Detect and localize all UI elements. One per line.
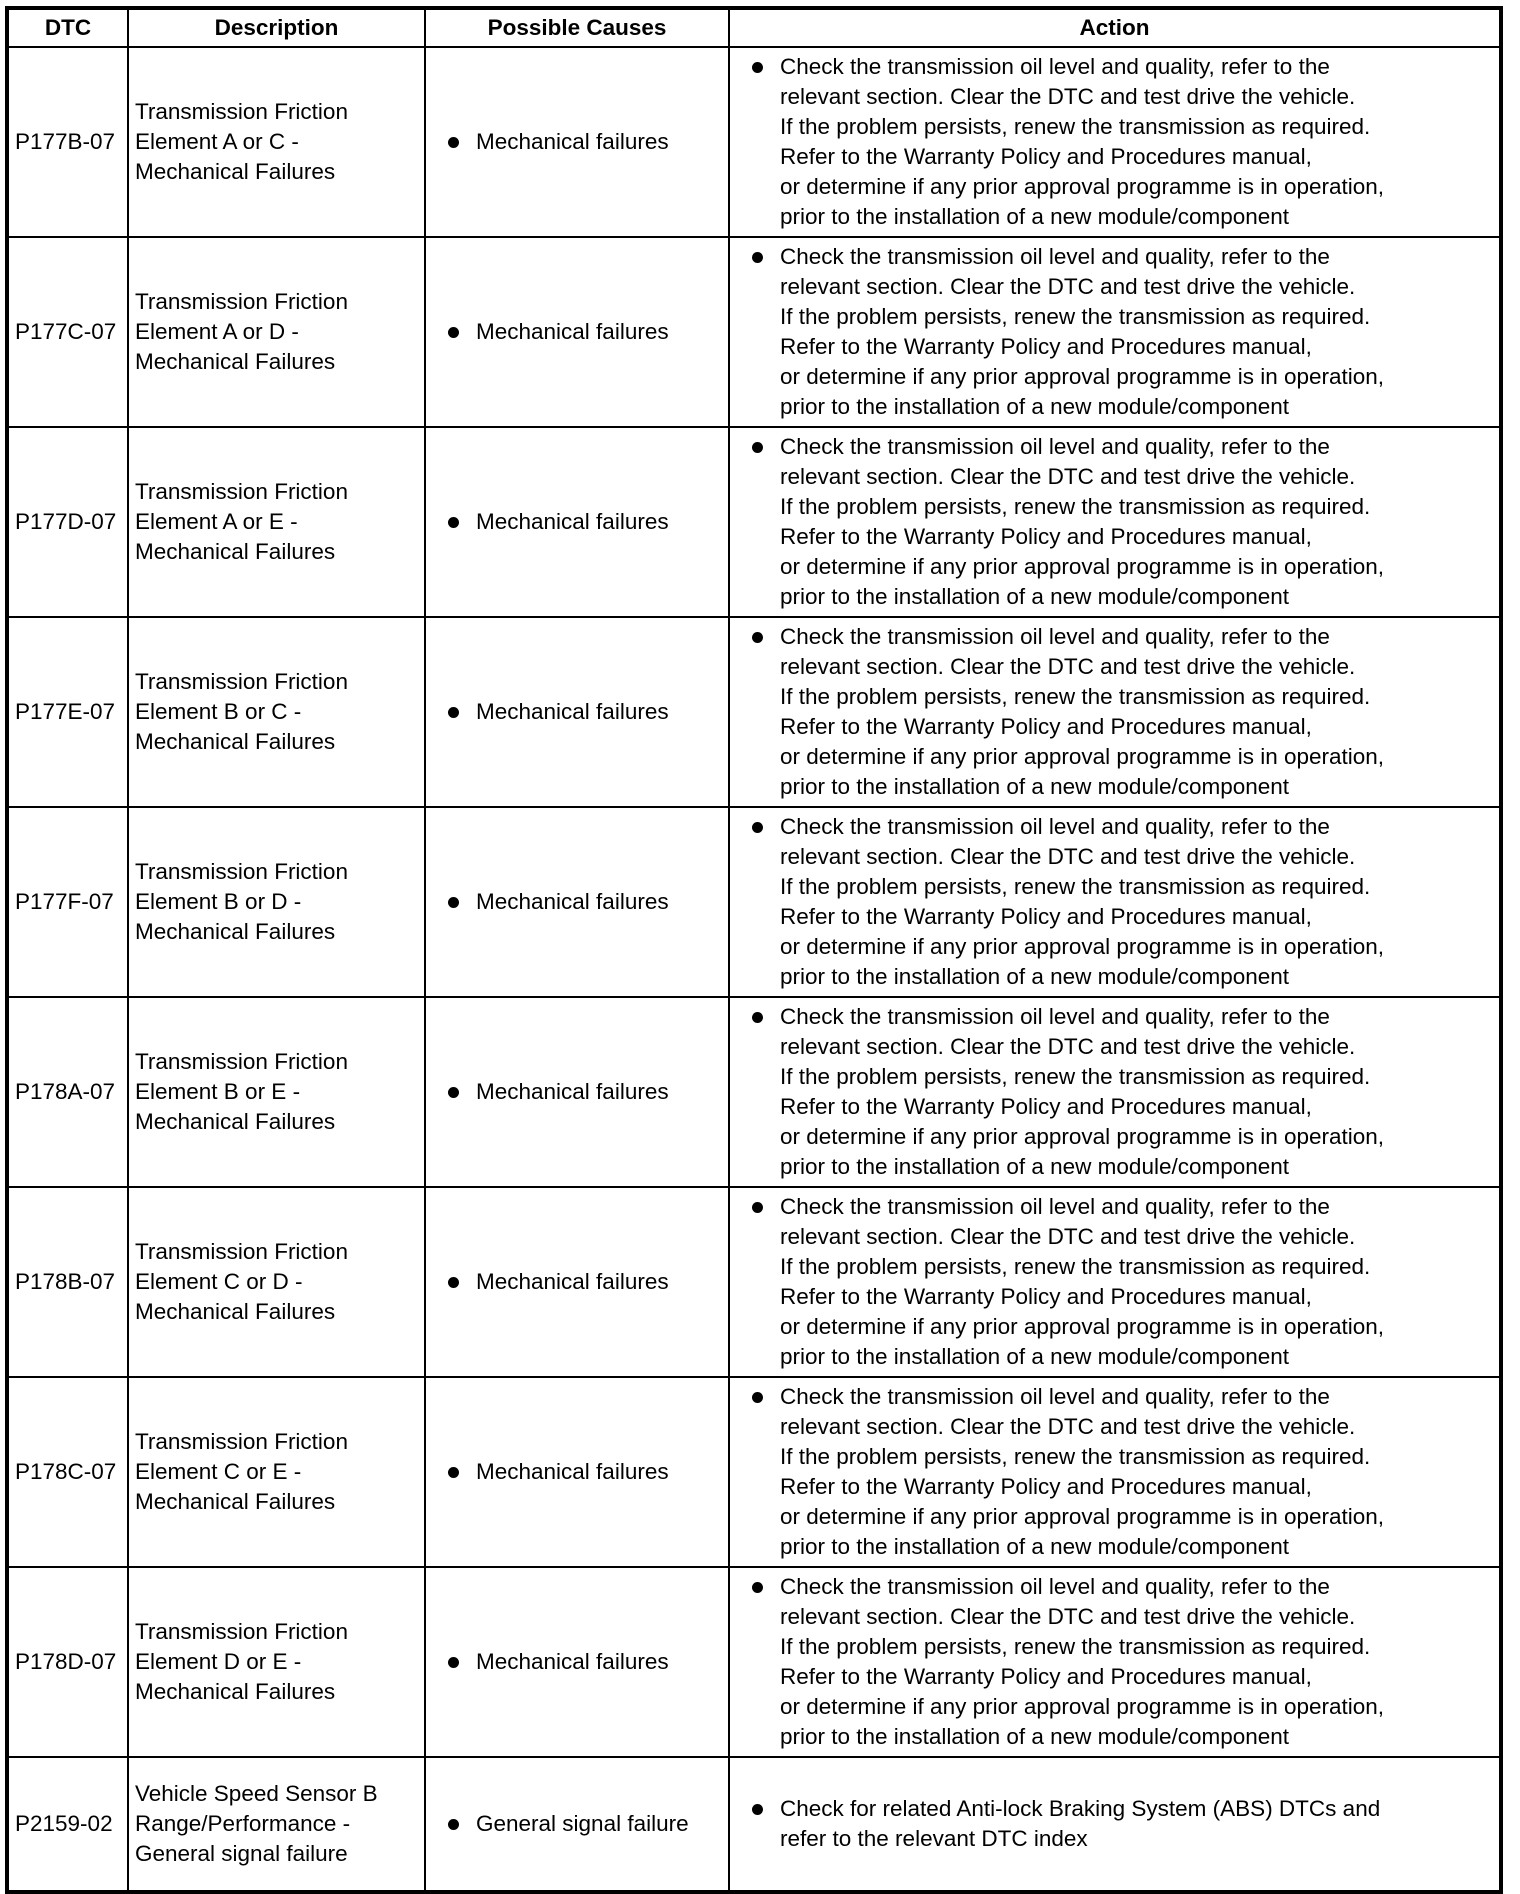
action-cell [729, 1187, 1501, 1377]
description-line: Transmission Friction [135, 1619, 348, 1644]
dtc-description [128, 1187, 425, 1377]
bullet-dot-icon [448, 517, 459, 528]
action-text [780, 1794, 1380, 1854]
bullet-dot-icon [752, 442, 763, 453]
possible-cause [425, 1757, 729, 1892]
action-text [780, 1382, 1384, 1562]
action-item [752, 1002, 1495, 1182]
description-line: Element A or E - [135, 509, 298, 534]
action-cell [729, 47, 1501, 237]
dtc-description [128, 1567, 425, 1757]
action-cell [729, 1757, 1501, 1892]
action-line: Refer to the Warranty Policy and Procedures manual, [780, 1094, 1312, 1119]
action-line: relevant section. Clear the DTC and test drive the vehicle. [780, 464, 1356, 489]
description-line: Transmission Friction [135, 99, 348, 124]
cause-text: Mechanical failures [476, 1079, 669, 1104]
dtc-description [128, 1377, 425, 1567]
description-line: Transmission Friction [135, 1239, 348, 1264]
action-line: prior to the installation of a new module/component [780, 1534, 1290, 1559]
action-text [780, 1192, 1384, 1372]
action-line: If the problem persists, renew the transmission as required. [780, 684, 1371, 709]
action-text [780, 812, 1384, 992]
description-line: Transmission Friction [135, 1429, 348, 1454]
bullet-dot-icon [448, 1277, 459, 1288]
table-row [7, 807, 1501, 997]
bullet-dot-icon [448, 707, 459, 718]
description-line: Mechanical Failures [135, 729, 336, 754]
action-text [780, 1572, 1384, 1752]
action-line: If the problem persists, renew the transmission as required. [780, 494, 1371, 519]
cause-text: Mechanical failures [476, 509, 669, 534]
dtc-code: P178D-07 [7, 1567, 128, 1757]
action-line: prior to the installation of a new module/component [780, 964, 1290, 989]
possible-cause [425, 617, 729, 807]
cause-text: Mechanical failures [476, 1459, 669, 1484]
description-line: Transmission Friction [135, 289, 348, 314]
description-line: Transmission Friction [135, 859, 348, 884]
dtc-code: P178B-07 [7, 1187, 128, 1377]
action-line: relevant section. Clear the DTC and test drive the vehicle. [780, 84, 1356, 109]
description-line: General signal failure [135, 1841, 348, 1866]
cause-item [448, 887, 728, 917]
action-text [780, 242, 1384, 422]
action-line: Refer to the Warranty Policy and Procedures manual, [780, 144, 1312, 169]
header-action: Action [729, 8, 1501, 47]
action-line: prior to the installation of a new module/component [780, 1724, 1290, 1749]
bullet-dot-icon [448, 1087, 459, 1098]
possible-cause [425, 237, 729, 427]
table-row [7, 617, 1501, 807]
cause-text: Mechanical failures [476, 129, 669, 154]
header-dtc: DTC [7, 8, 128, 47]
action-line: prior to the installation of a new module/component [780, 204, 1290, 229]
table-row [7, 997, 1501, 1187]
possible-cause [425, 1377, 729, 1567]
action-line: Check the transmission oil level and quality, refer to the [780, 54, 1330, 79]
dtc-description [128, 427, 425, 617]
cause-item [448, 317, 728, 347]
description-line: Mechanical Failures [135, 919, 336, 944]
action-line: or determine if any prior approval programme is in operation, [780, 1504, 1385, 1529]
action-line: or determine if any prior approval programme is in operation, [780, 174, 1385, 199]
bullet-dot-icon [752, 62, 763, 73]
action-line: If the problem persists, renew the transmission as required. [780, 1634, 1371, 1659]
action-line: relevant section. Clear the DTC and test drive the vehicle. [780, 844, 1356, 869]
action-cell [729, 1377, 1501, 1567]
dtc-description [128, 237, 425, 427]
action-line: Check the transmission oil level and quality, refer to the [780, 1574, 1330, 1599]
description-line: Element D or E - [135, 1649, 302, 1674]
action-line: Check the transmission oil level and quality, refer to the [780, 1004, 1330, 1029]
action-line: If the problem persists, renew the transmission as required. [780, 304, 1371, 329]
action-text [780, 622, 1384, 802]
action-line: prior to the installation of a new module/component [780, 584, 1290, 609]
cause-item [448, 1647, 728, 1677]
dtc-code: P177E-07 [7, 617, 128, 807]
dtc-code: P178C-07 [7, 1377, 128, 1567]
dtc-code: P177C-07 [7, 237, 128, 427]
action-line: prior to the installation of a new module/component [780, 1154, 1290, 1179]
action-line: or determine if any prior approval programme is in operation, [780, 934, 1385, 959]
cause-item [448, 697, 728, 727]
bullet-dot-icon [752, 1202, 763, 1213]
action-cell [729, 807, 1501, 997]
action-line: prior to the installation of a new module/component [780, 774, 1290, 799]
description-line: Element C or E - [135, 1459, 302, 1484]
cause-item [448, 1077, 728, 1107]
description-line: Element B or C - [135, 699, 302, 724]
cause-text: Mechanical failures [476, 889, 669, 914]
dtc-description [128, 807, 425, 997]
action-line: Refer to the Warranty Policy and Procedures manual, [780, 714, 1312, 739]
dtc-table [5, 6, 1503, 1894]
table-row [7, 1377, 1501, 1567]
action-cell [729, 237, 1501, 427]
dtc-code: P178A-07 [7, 997, 128, 1187]
bullet-dot-icon [752, 822, 763, 833]
dtc-description [128, 617, 425, 807]
dtc-description [128, 47, 425, 237]
action-text [780, 52, 1384, 232]
cause-text: Mechanical failures [476, 699, 669, 724]
table-row [7, 47, 1501, 237]
action-line: Check for related Anti-lock Braking System (ABS) DTCs and [780, 1796, 1381, 1821]
action-line: or determine if any prior approval programme is in operation, [780, 1314, 1385, 1339]
dtc-description [128, 1757, 425, 1892]
possible-cause [425, 807, 729, 997]
description-line: Mechanical Failures [135, 159, 336, 184]
bullet-dot-icon [448, 897, 459, 908]
bullet-dot-icon [752, 1804, 763, 1815]
description-line: Transmission Friction [135, 669, 348, 694]
header-row [7, 8, 1501, 47]
description-line: Mechanical Failures [135, 1489, 336, 1514]
cause-text: General signal failure [476, 1811, 689, 1836]
action-line: relevant section. Clear the DTC and test drive the vehicle. [780, 274, 1356, 299]
dtc-code: P177B-07 [7, 47, 128, 237]
table-row [7, 1757, 1501, 1892]
action-line: Check the transmission oil level and quality, refer to the [780, 1194, 1330, 1219]
table-row [7, 237, 1501, 427]
table-body [7, 47, 1501, 1892]
description-line: Mechanical Failures [135, 1299, 336, 1324]
action-line: If the problem persists, renew the transmission as required. [780, 1254, 1371, 1279]
header-possible-causes: Possible Causes [425, 8, 729, 47]
description-line: Element B or E - [135, 1079, 301, 1104]
bullet-dot-icon [448, 137, 459, 148]
action-line: relevant section. Clear the DTC and test drive the vehicle. [780, 1224, 1356, 1249]
possible-cause [425, 997, 729, 1187]
table-row [7, 427, 1501, 617]
action-line: or determine if any prior approval programme is in operation, [780, 744, 1385, 769]
description-line: Mechanical Failures [135, 1109, 336, 1134]
description-line: Element B or D - [135, 889, 302, 914]
action-item [752, 1794, 1495, 1854]
cause-text: Mechanical failures [476, 1649, 669, 1674]
description-line: Mechanical Failures [135, 349, 336, 374]
action-line: prior to the installation of a new module/component [780, 394, 1290, 419]
action-line: Check the transmission oil level and quality, refer to the [780, 244, 1330, 269]
action-cell [729, 997, 1501, 1187]
cause-item [448, 1267, 728, 1297]
action-line: prior to the installation of a new module/component [780, 1344, 1290, 1369]
action-item [752, 1192, 1495, 1372]
action-item [752, 812, 1495, 992]
action-item [752, 52, 1495, 232]
action-line: If the problem persists, renew the transmission as required. [780, 874, 1371, 899]
dtc-code: P177D-07 [7, 427, 128, 617]
action-line: Refer to the Warranty Policy and Procedures manual, [780, 904, 1312, 929]
description-line: Mechanical Failures [135, 539, 336, 564]
description-line: Element C or D - [135, 1269, 303, 1294]
cause-text: Mechanical failures [476, 319, 669, 344]
description-line: Range/Performance - [135, 1811, 351, 1836]
action-cell [729, 617, 1501, 807]
action-item [752, 1572, 1495, 1752]
bullet-dot-icon [448, 1657, 459, 1668]
action-line: If the problem persists, renew the transmission as required. [780, 1444, 1371, 1469]
action-line: If the problem persists, renew the transmission as required. [780, 1064, 1371, 1089]
dtc-code: P2159-02 [7, 1757, 128, 1892]
action-line: Check the transmission oil level and quality, refer to the [780, 434, 1330, 459]
description-line: Vehicle Speed Sensor B [135, 1781, 378, 1806]
action-line: relevant section. Clear the DTC and test drive the vehicle. [780, 1604, 1356, 1629]
action-line: Refer to the Warranty Policy and Procedures manual, [780, 1474, 1312, 1499]
action-line: or determine if any prior approval programme is in operation, [780, 1124, 1385, 1149]
cause-item [448, 507, 728, 537]
cause-item [448, 1809, 728, 1839]
table-row [7, 1567, 1501, 1757]
action-text [780, 1002, 1384, 1182]
bullet-dot-icon [448, 1819, 459, 1830]
bullet-dot-icon [752, 632, 763, 643]
description-line: Element A or D - [135, 319, 299, 344]
action-item [752, 1382, 1495, 1562]
bullet-dot-icon [448, 327, 459, 338]
bullet-dot-icon [752, 252, 763, 263]
action-cell [729, 1567, 1501, 1757]
action-line: or determine if any prior approval programme is in operation, [780, 1694, 1385, 1719]
possible-cause [425, 47, 729, 237]
cause-text: Mechanical failures [476, 1269, 669, 1294]
action-line: Check the transmission oil level and quality, refer to the [780, 1384, 1330, 1409]
bullet-dot-icon [448, 1467, 459, 1478]
action-line: Refer to the Warranty Policy and Procedures manual, [780, 1284, 1312, 1309]
action-item [752, 432, 1495, 612]
description-line: Transmission Friction [135, 1049, 348, 1074]
description-line: Element A or C - [135, 129, 299, 154]
dtc-code: P177F-07 [7, 807, 128, 997]
cause-item [448, 127, 728, 157]
description-line: Mechanical Failures [135, 1679, 336, 1704]
action-item [752, 242, 1495, 422]
bullet-dot-icon [752, 1392, 763, 1403]
action-line: Refer to the Warranty Policy and Procedures manual, [780, 334, 1312, 359]
dtc-description [128, 997, 425, 1187]
action-line: relevant section. Clear the DTC and test drive the vehicle. [780, 654, 1356, 679]
action-item [752, 622, 1495, 802]
action-line: relevant section. Clear the DTC and test drive the vehicle. [780, 1034, 1356, 1059]
action-line: refer to the relevant DTC index [780, 1826, 1088, 1851]
action-text [780, 432, 1384, 612]
action-line: If the problem persists, renew the transmission as required. [780, 114, 1371, 139]
action-line: Check the transmission oil level and quality, refer to the [780, 814, 1330, 839]
action-cell [729, 427, 1501, 617]
possible-cause [425, 1187, 729, 1377]
action-line: or determine if any prior approval programme is in operation, [780, 364, 1385, 389]
bullet-dot-icon [752, 1582, 763, 1593]
cause-item [448, 1457, 728, 1487]
possible-cause [425, 1567, 729, 1757]
action-line: Refer to the Warranty Policy and Procedures manual, [780, 1664, 1312, 1689]
action-line: Refer to the Warranty Policy and Procedures manual, [780, 524, 1312, 549]
possible-cause [425, 427, 729, 617]
bullet-dot-icon [752, 1012, 763, 1023]
table-row [7, 1187, 1501, 1377]
action-line: or determine if any prior approval programme is in operation, [780, 554, 1385, 579]
action-line: relevant section. Clear the DTC and test drive the vehicle. [780, 1414, 1356, 1439]
header-description: Description [128, 8, 425, 47]
description-line: Transmission Friction [135, 479, 348, 504]
action-line: Check the transmission oil level and quality, refer to the [780, 624, 1330, 649]
